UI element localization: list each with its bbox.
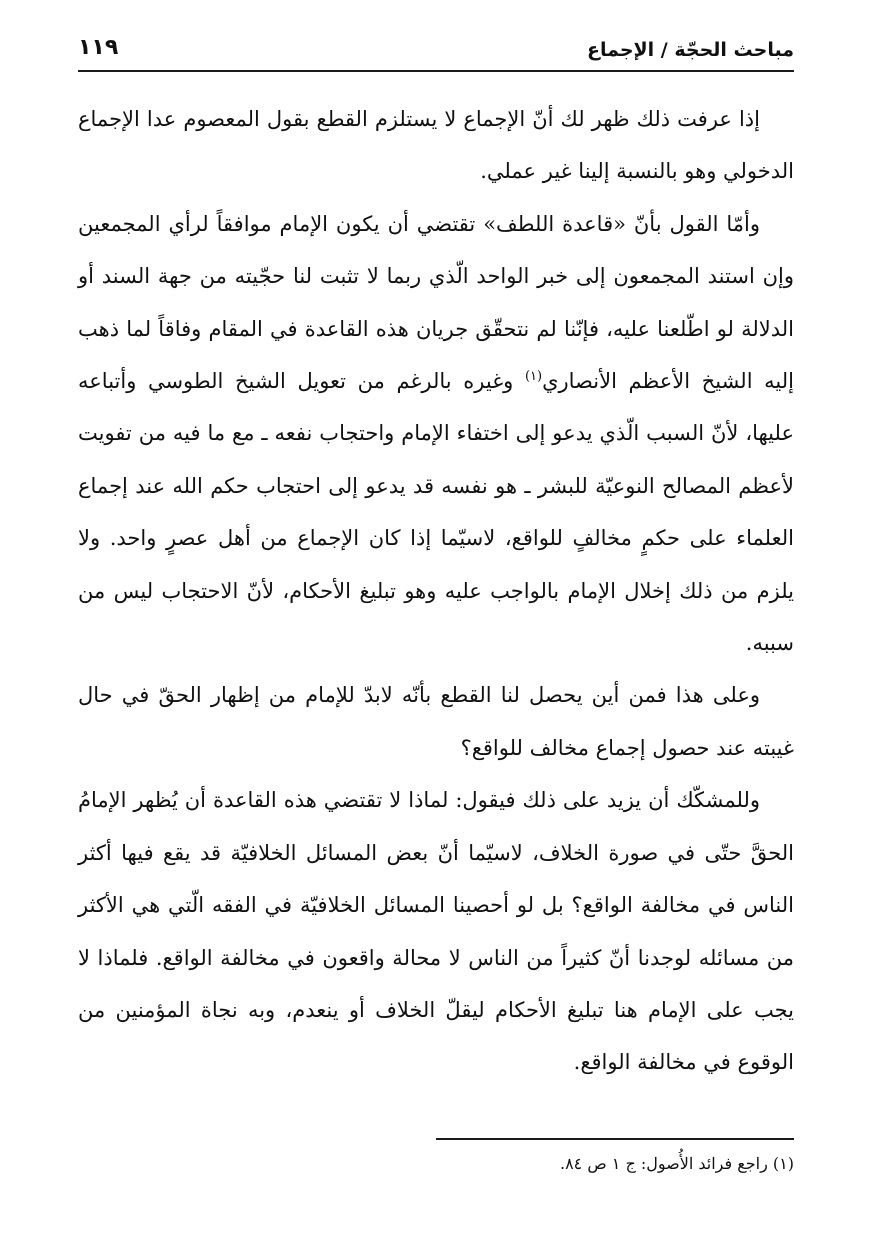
paragraph-3 — [78, 669, 794, 774]
paragraph-2-text: وأمّا القول بأنّ «قاعدة اللطف» تقتضي أن يكون الإمام موافقاً لرأي المجمعين وإن استند المجمعون إلى خبر الواحد الّذي ربما لا تثبت لنا حجّيته من جهة السند أو الدلالة لو اطّلعنا عليه، فإنّنا لم نتحقّق جريان هذه القاعدة في المقام وفاقاً لما ذهب إليه الشيخ الأعظم الأنصاري — [78, 211, 794, 394]
paragraph-1-text: إذا عرفت ذلك ظهر لك أنّ الإجماع لا يستلزم القطع بقول المعصوم عدا الإجماع الدخولي وهو بالنسبة إلينا غير عملي. — [78, 107, 794, 184]
paragraph-2-continuation: وغيره بالرغم من تعويل الشيخ الطوسي وأتباعه عليها، لأنّ السبب الّذي يدعو إلى اختفاء الإمام واحتجاب نفعه ـ مع ما فيه من تفويت لأعظم المصالح النوعيّة للبشر ـ هو نفسه قد يدعو إلى احتجاب حكم الله عند إجماع العلماء على حكمٍ مخالفٍ للواقع، لاسيّما إذا كان الإجماع من أهل عصرٍ واحد. ولا يلزم من ذلك إخلال الإمام بالواجب عليه وهو تبليغ الأحكام، لأنّ الاحتجاب ليس من سببه. — [78, 369, 794, 656]
paragraph-4 — [78, 774, 794, 1088]
footnote-separator — [436, 1138, 794, 1140]
paragraph-3-text: وعلى هذا فمن أين يحصل لنا القطع بأنّه لابدّ للإمام من إظهار الحقّ في حال غيبته عند حصول إجماع مخالف للواقع؟ — [78, 683, 794, 760]
footnote-reference-marker: (١) — [524, 369, 543, 385]
page-number: ١١٩ — [78, 35, 119, 60]
page-header — [78, 30, 794, 72]
paragraph-4-text: وللمشكّك أن يزيد على ذلك فيقول: لماذا لا تقتضي هذه القاعدة أن يُظهر الإمامُ الحقَّ حتّى في صورة الخلاف، لاسيّما أنّ بعض المسائل الخلافيّة قد يقع فيها أكثر الناس في مخالفة الواقع؟ بل لو أحصينا المسائل الخلافيّة في الفقه الّتي هي الأكثر من مسائله لوجدنا أنّ كثيراً من الناس لا محالة واقعون في مخالفة الواقع. فلماذا لا يجب على الإمام هنا تبليغ الأحكام ليقلّ الخلاف أو ينعدم، وبه نجاة المؤمنين من الوقوع في مخالفة الواقع. — [78, 788, 794, 1075]
paragraph-1 — [78, 93, 794, 198]
main-text — [78, 93, 794, 1089]
footnote: (١) راجع فرائد الأُصول: ج ١ ص ٨٤. — [559, 1154, 794, 1173]
paragraph-2 — [78, 198, 794, 670]
running-title: مباحث الحجّة / الإجماع — [586, 39, 794, 61]
